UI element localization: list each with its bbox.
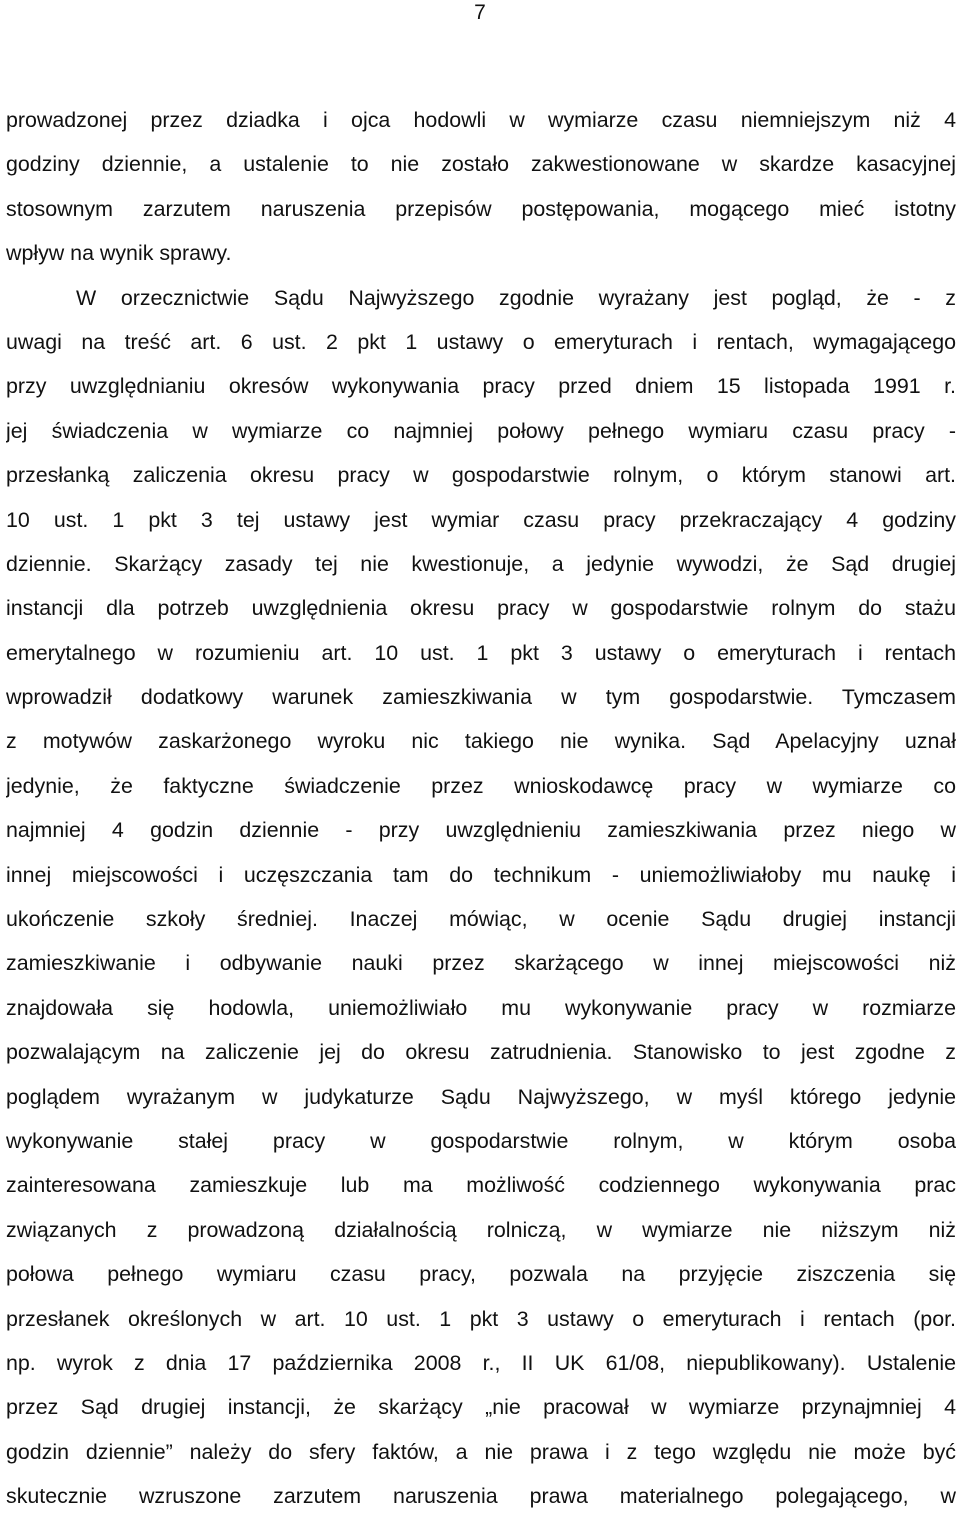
document-body xyxy=(6,98,956,1519)
text-line: przesłanek określonych w art. 10 ust. 1 pkt 3 ustawy o emeryturach i rentach (por. xyxy=(6,1306,956,1331)
text-line: ukończenie szkoły średniej. Inaczej mówiąc, w ocenie Sądu drugiej instancji xyxy=(6,907,956,932)
text-line: wpływ na wynik sprawy. xyxy=(6,241,232,266)
text-line: połowa pełnego wymiaru czasu pracy, pozwala na przyjęcie ziszczenia się xyxy=(6,1262,956,1287)
text-line: godziny dziennie, a ustalenie to nie zostało zakwestionowane w skardze kasacyjnej xyxy=(6,152,956,177)
text-line: zainteresowana zamieszkuje lub ma możliwość codziennego wykonywania prac xyxy=(6,1173,956,1198)
text-line: przez Sąd drugiej instancji, że skarżący „nie pracował w wymiarze przynajmniej 4 xyxy=(6,1395,956,1420)
text-line: przy uwzględnianiu okresów wykonywania pracy przed dniem 15 listopada 1991 r. xyxy=(6,374,956,399)
text-line: jedynie, że faktyczne świadczenie przez wnioskodawcę pracy w wymiarze co xyxy=(6,773,956,798)
text-line: 10 ust. 1 pkt 3 tej ustawy jest wymiar czasu pracy przekraczający 4 godziny xyxy=(6,507,956,532)
text-line: poglądem wyrażanym w judykaturze Sądu Najwyższego, w myśl którego jedynie xyxy=(6,1084,956,1109)
text-line: z motywów zaskarżonego wyroku nic takiego nie wynika. Sąd Apelacyjny uznał xyxy=(6,729,956,754)
text-line: skutecznie wzruszone zarzutem naruszenia prawa materialnego polegającego, w xyxy=(6,1484,956,1509)
text-line: emerytalnego w rozumieniu art. 10 ust. 1 pkt 3 ustawy o emeryturach i rentach xyxy=(6,640,956,665)
text-line: innej miejscowości i uczęszczania tam do technikum - uniemożliwiałoby mu naukę i xyxy=(6,862,956,887)
text-line: dziennie. Skarżący zasady tej nie kwestionuje, a jedynie wywodzi, że Sąd drugiej xyxy=(6,551,956,576)
text-line: prowadzonej przez dziadka i ojca hodowli w wymiarze czasu niemniejszym niż 4 xyxy=(6,108,956,132)
text-line: uwagi na treść art. 6 ust. 2 pkt 1 ustawy o emeryturach i rentach, wymagającego xyxy=(6,329,956,354)
text-line: wykonywanie stałej pracy w gospodarstwie rolnym, w którym osoba xyxy=(6,1128,956,1153)
text-line: W orzecznictwie Sądu Najwyższego zgodnie wyrażany jest pogląd, że - z xyxy=(76,285,956,310)
page-number: 7 xyxy=(474,1,486,24)
text-line: pozwalającym na zaliczenie jej do okresu zatrudnienia. Stanowisko to jest zgodne z xyxy=(6,1040,956,1065)
text-line: zamieszkiwanie i odbywanie nauki przez skarżącego w innej miejscowości niż xyxy=(6,951,956,976)
text-line: przesłanką zaliczenia okresu pracy w gospodarstwie rolnym, o którym stanowi art. xyxy=(6,463,956,488)
text-line: stosownym zarzutem naruszenia przepisów postępowania, mogącego mieć istotny xyxy=(6,196,956,221)
text-line: związanych z prowadzoną działalnością rolniczą, w wymiarze nie niższym niż xyxy=(6,1217,956,1242)
text-line: znajdowała się hodowla, uniemożliwiało mu wykonywanie pracy w rozmiarze xyxy=(6,995,956,1020)
text-line: godzin dziennie” należy do sfery faktów, a nie prawa i z tego względu nie może być xyxy=(6,1439,956,1464)
text-line: najmniej 4 godzin dziennie - przy uwzględnieniu zamieszkiwania przez niego w xyxy=(6,818,956,843)
text-line: instancji dla potrzeb uwzględnienia okresu pracy w gospodarstwie rolnym do stażu xyxy=(6,596,956,621)
text-line: wprowadził dodatkowy warunek zamieszkiwania w tym gospodarstwie. Tymczasem xyxy=(6,685,956,710)
text-line: np. wyrok z dnia 17 października 2008 r., II UK 61/08, niepublikowany). Ustalenie xyxy=(6,1350,956,1375)
text-line: jej świadczenia w wymiarze co najmniej połowy pełnego wymiaru czasu pracy - xyxy=(6,418,956,443)
